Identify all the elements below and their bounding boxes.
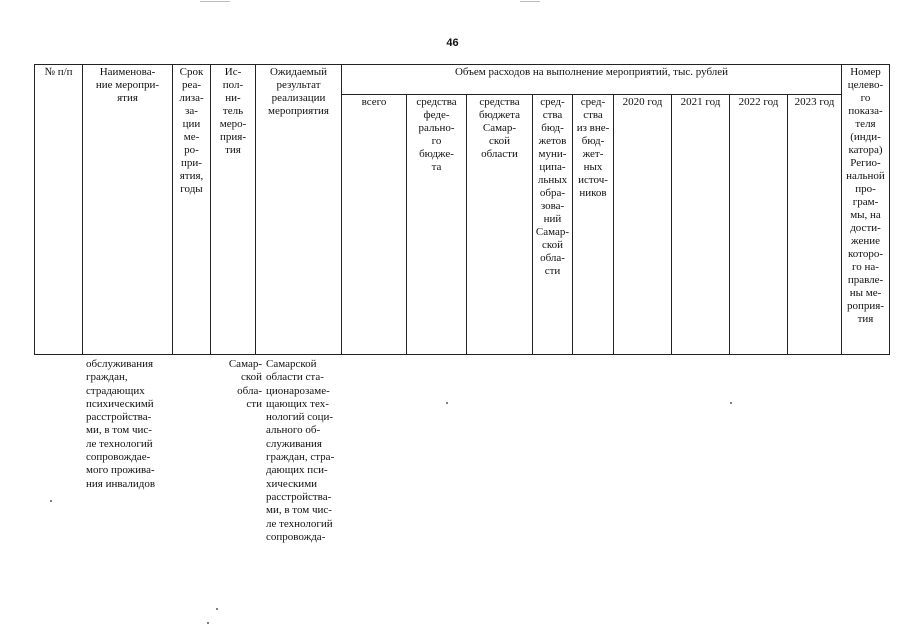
subheader-2022: 2022 год	[730, 95, 788, 355]
subheader-2021: 2021 год	[672, 95, 730, 355]
subheader-2020: 2020 год	[614, 95, 672, 355]
scan-artifact	[200, 1, 230, 2]
continuation-name-text: обслуживания граждан, страдающих психическимй расстройства- ми, в том чис- ле технологий сопровождае- мого прожива- ния инвалидов	[86, 358, 156, 490]
header-executor: Ис- пол- ни- тель меро- прия- тия	[211, 65, 256, 355]
scan-speck	[207, 622, 209, 624]
subheader-2023: 2023 год	[788, 95, 842, 355]
subheader-federal: средства феде- рально- го бюдже- та	[407, 95, 467, 355]
header-name: Наименова- ние меропри- ятия	[83, 65, 173, 355]
expenses-table	[34, 64, 890, 355]
scan-speck	[50, 500, 52, 502]
continuation-result-text: Самарской области ста- ционарозаме- щающих тех- нологий соци- ального об- служивания граждан, стра- дающих пси- хическими расстройства- ми, в том чис- ле технологий сопровожда-	[266, 358, 335, 543]
scan-speck	[446, 402, 448, 404]
subheader-municipal: сред- ства бюд- жетов муни- ципа- льных обра- зова- ний Самар- ской обла- сти	[533, 95, 573, 355]
header-term: Срок реа- лиза- за- ции ме- ро- при- ятия, годы	[173, 65, 211, 355]
scan-artifact	[520, 1, 540, 2]
subheader-regional: средства бюджета Самар- ской области	[467, 95, 533, 355]
header-result: Ожидаемый результат реализации мероприятия	[256, 65, 342, 355]
subheader-offbudget: сред- ства из вне- бюд- жет- ных источ- ников	[573, 95, 614, 355]
header-volume: Объем расходов на выполнение мероприятий, тыс. рублей	[342, 65, 842, 95]
header-indicator: Номер целево- го показа- теля (инди- катора) Регио- нальной про- грам- мы, на дости- жение которо- го на- правле- ны ме- роприя- тия	[842, 65, 890, 355]
continuation-executor-text: Самар- ской обла- сти	[228, 358, 262, 410]
scan-speck	[216, 608, 218, 610]
page-number: 46	[446, 37, 459, 49]
scan-speck	[730, 402, 732, 404]
header-num: № п/п	[35, 65, 83, 355]
subheader-total: всего	[342, 95, 407, 355]
